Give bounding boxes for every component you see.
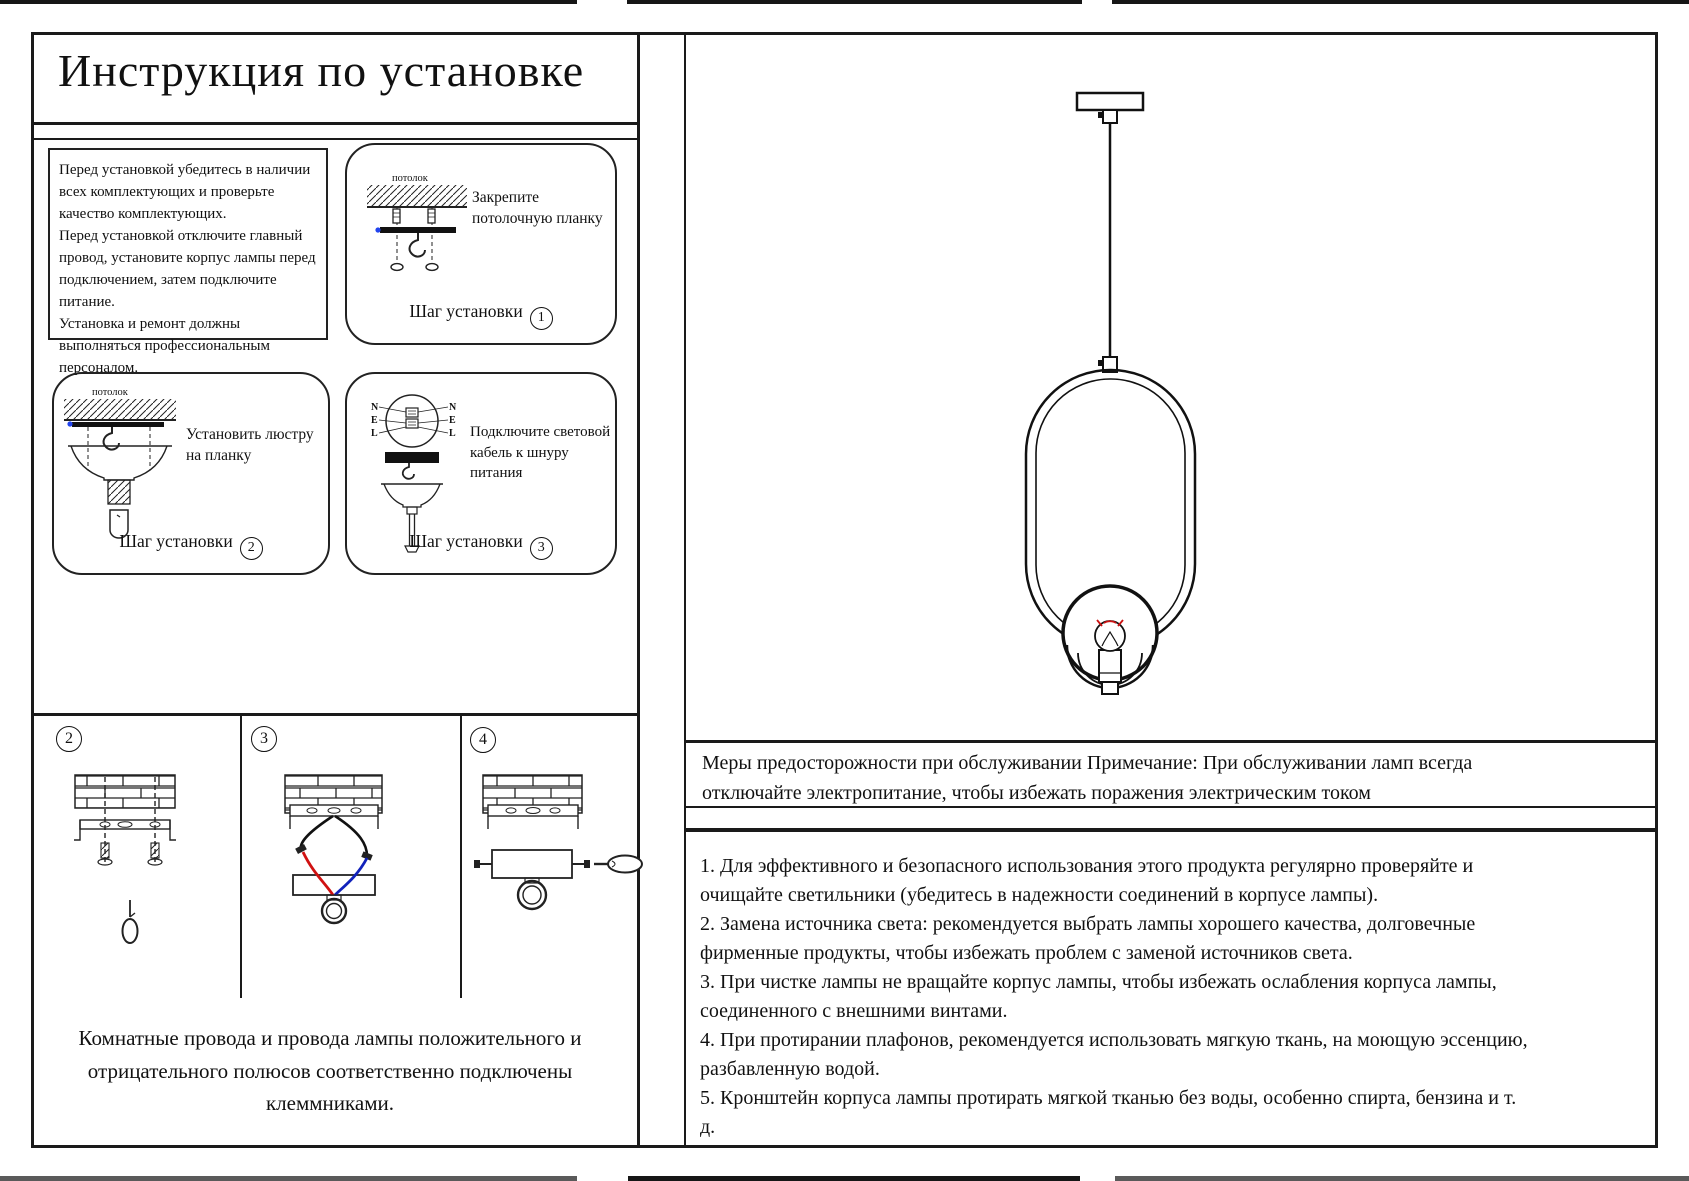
terminal-label-n: N xyxy=(371,402,379,413)
warning-box xyxy=(48,148,328,377)
right-thick-rule xyxy=(686,828,1657,832)
page-title: Инструкция по установке xyxy=(58,45,585,96)
step-footer xyxy=(347,301,615,330)
pendant-lamp-drawing xyxy=(1000,85,1220,730)
ceiling-label: потолок xyxy=(92,387,128,398)
right-panel-left-border xyxy=(684,32,686,1148)
wall-step-number-3: 3 xyxy=(251,726,277,752)
terminal-label-l: L xyxy=(371,428,378,439)
wall-step-number-2: 2 xyxy=(56,726,82,752)
wall-step-number-4: 4 xyxy=(470,727,496,753)
terminal-label-n: N xyxy=(449,402,457,413)
care-item: 4. При протирании плафонов, рекомендуется использовать мягкую ткань, на моющую эссенцию, разбавленную водой. xyxy=(700,1029,1528,1080)
step-caption: Установить люстру на планку xyxy=(186,426,314,465)
step-number-badge: 2 xyxy=(240,537,263,560)
section-divider xyxy=(31,713,640,716)
title-rule-1 xyxy=(31,122,640,125)
care-item: 2. Замена источника света: рекомендуется выбрать лампы хорошего качества, долговечные фирменные продукты, чтобы избежать проблем с заменой источников света. xyxy=(700,913,1476,964)
ceiling-bracket-diagram xyxy=(362,167,487,307)
wall-fix-diagram-4 xyxy=(470,765,650,915)
ceiling-label: потолок xyxy=(392,173,428,184)
step-box-2 xyxy=(52,372,330,575)
title-rule-2 xyxy=(31,138,640,140)
care-item: 1. Для эффективного и безопасного использования этого продукта регулярно проверяйте и очищайте светильники (убедитесь в надежности соединений в корпусе лампы). xyxy=(700,855,1474,906)
care-item: 5. Кронштейн корпуса лампы протирать мягкой тканью без воды, особенно спирта, бензина и т. д. xyxy=(700,1087,1517,1138)
warning-text: Перед установкой отключите главный провод, установите корпус лампы перед подключением, затем подключите питание. xyxy=(59,228,316,311)
column-divider xyxy=(460,716,462,998)
page-edge-mark xyxy=(628,1176,1080,1181)
wall-mount-diagram-2 xyxy=(60,765,230,960)
page-edge-mark xyxy=(1112,0,1689,4)
step-box-1 xyxy=(345,143,617,345)
precaution-note: Меры предосторожности при обслуживании Примечание: При обслуживании ламп всегда отключайте электропитание, чтобы избежать поражения электрическим током xyxy=(702,752,1473,804)
care-instruction-list xyxy=(700,852,1530,1142)
page-edge-mark xyxy=(0,0,577,4)
panel-divider-vertical xyxy=(637,32,640,1148)
step-caption: Закрепите потолочную планку xyxy=(472,189,603,228)
right-section-divider xyxy=(686,740,1657,743)
care-item: 3. При чистке лампы не вращайте корпус лампы, чтобы избежать ослабления корпуса лампы, соединенного с внешними винтами. xyxy=(700,971,1497,1022)
step-number-badge: 1 xyxy=(530,307,553,330)
step-number-badge: 3 xyxy=(530,537,553,560)
step-footer xyxy=(347,531,615,560)
step-caption: Подключите световой кабель к шнуру питания xyxy=(470,424,611,482)
terminal-label-e: E xyxy=(371,415,378,426)
terminal-label-l: L xyxy=(449,428,456,439)
right-thin-rule xyxy=(686,806,1657,808)
page-edge-mark xyxy=(0,1176,577,1181)
step-footer-text: Шаг установки xyxy=(409,301,523,321)
column-divider xyxy=(240,716,242,998)
step-box-3 xyxy=(345,372,617,575)
step-footer xyxy=(54,531,328,560)
step-footer-text: Шаг установки xyxy=(119,531,233,551)
page-edge-mark xyxy=(1115,1176,1689,1181)
warning-text: Установка и ремонт должны выполняться профессиональным персоналом. xyxy=(59,316,270,377)
terminal-label-e: E xyxy=(449,415,456,426)
wall-wiring-diagram-3 xyxy=(255,765,420,930)
bottom-note: Комнатные провода и провода лампы положительного и отрицательного полюсов соответственно подключены клеммниками. xyxy=(78,1026,582,1116)
step-footer-text: Шаг установки xyxy=(409,531,523,551)
warning-text: Перед установкой убедитесь в наличии всех комплектующих и проверьте качество комплектующих. xyxy=(59,162,311,223)
page-edge-mark xyxy=(627,0,1082,4)
